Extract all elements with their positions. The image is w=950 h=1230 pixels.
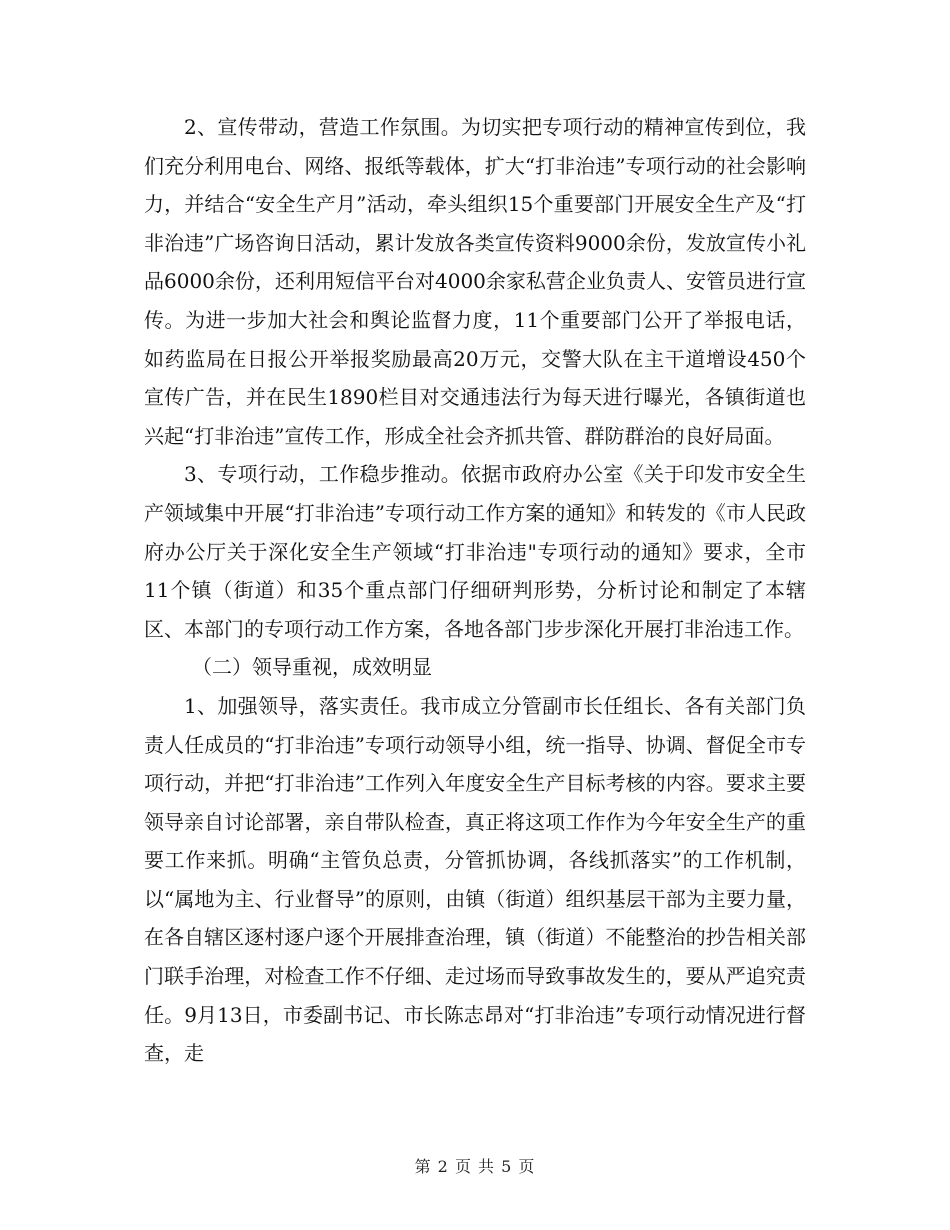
paragraph-publicity: 2、宣传带动，营造工作氛围。为切实把专项行动的精神宣传到位，我们充分利用电台、网络、报纸等载体，扩大“打非治违”专项行动的社会影响力，并结合“安全生产月”活动，牵头组织15个重要部门开展安全生产及“打非治违”广场咨询日活动，累计发放各类宣传资料9000余份，发放宣传小礼品6000余份，还利用短信平台对4000余家私营企业负责人、安管员进行宣传。为进一步加大社会和舆论监督力度，11个重要部门公开了举报电话，如药监局在日报公开举报奖励最高20万元，交警大队在主干道增设450个宣传广告，并在民生1890栏目对交通违法行为每天进行曝光，各镇街道也兴起“打非治违”宣传工作，形成全社会齐抓共管、群防群治的良好局面。	[144, 115, 806, 448]
page-footer: 第 2 页 共 5 页	[414, 1157, 536, 1176]
section-subheading: （二）领导重视，成效明显	[192, 655, 432, 680]
document-body	[144, 108, 806, 1073]
paragraph-special-action: 3、专项行动，工作稳步推动。依据市政府办公室《关于印发市安全生产领域集中开展“打非治违”专项行动工作方案的通知》和转发的《市人民政府办公厅关于深化安全生产领域“打非治违"专项行动的通知》要求，全市11个镇（街道）和35个重点部门仔细研判形势，分析讨论和制定了本辖区、本部门的专项行动工作方案，各地各部门步步深化开展打非治违工作。	[144, 462, 806, 641]
paragraph-leadership: 1、加强领导，落实责任。我市成立分管副市长任组长、各有关部门负责人任成员的“打非治违”专项行动领导小组，统一指导、协调、督促全市专项行动，并把“打非治违”工作列入年度安全生产目标考核的内容。要求主要领导亲自讨论部署，亲自带队检查，真正将这项工作作为今年安全生产的重要工作来抓。明确“主管负总责，分管抓协调，各线抓落实”的工作机制，以“属地为主、行业督导”的原则，由镇（街道）组织基层干部为主要力量，在各自辖区逐村逐户逐个开展排查治理，镇（街道）不能整治的抄告相关部门联手治理，对检查工作不仔细、走过场而导致事故发生的，要从严追究责任。9月13日，市委副书记、市长陈志昂对“打非治违”专项行动情况进行督查，走	[144, 693, 806, 1066]
